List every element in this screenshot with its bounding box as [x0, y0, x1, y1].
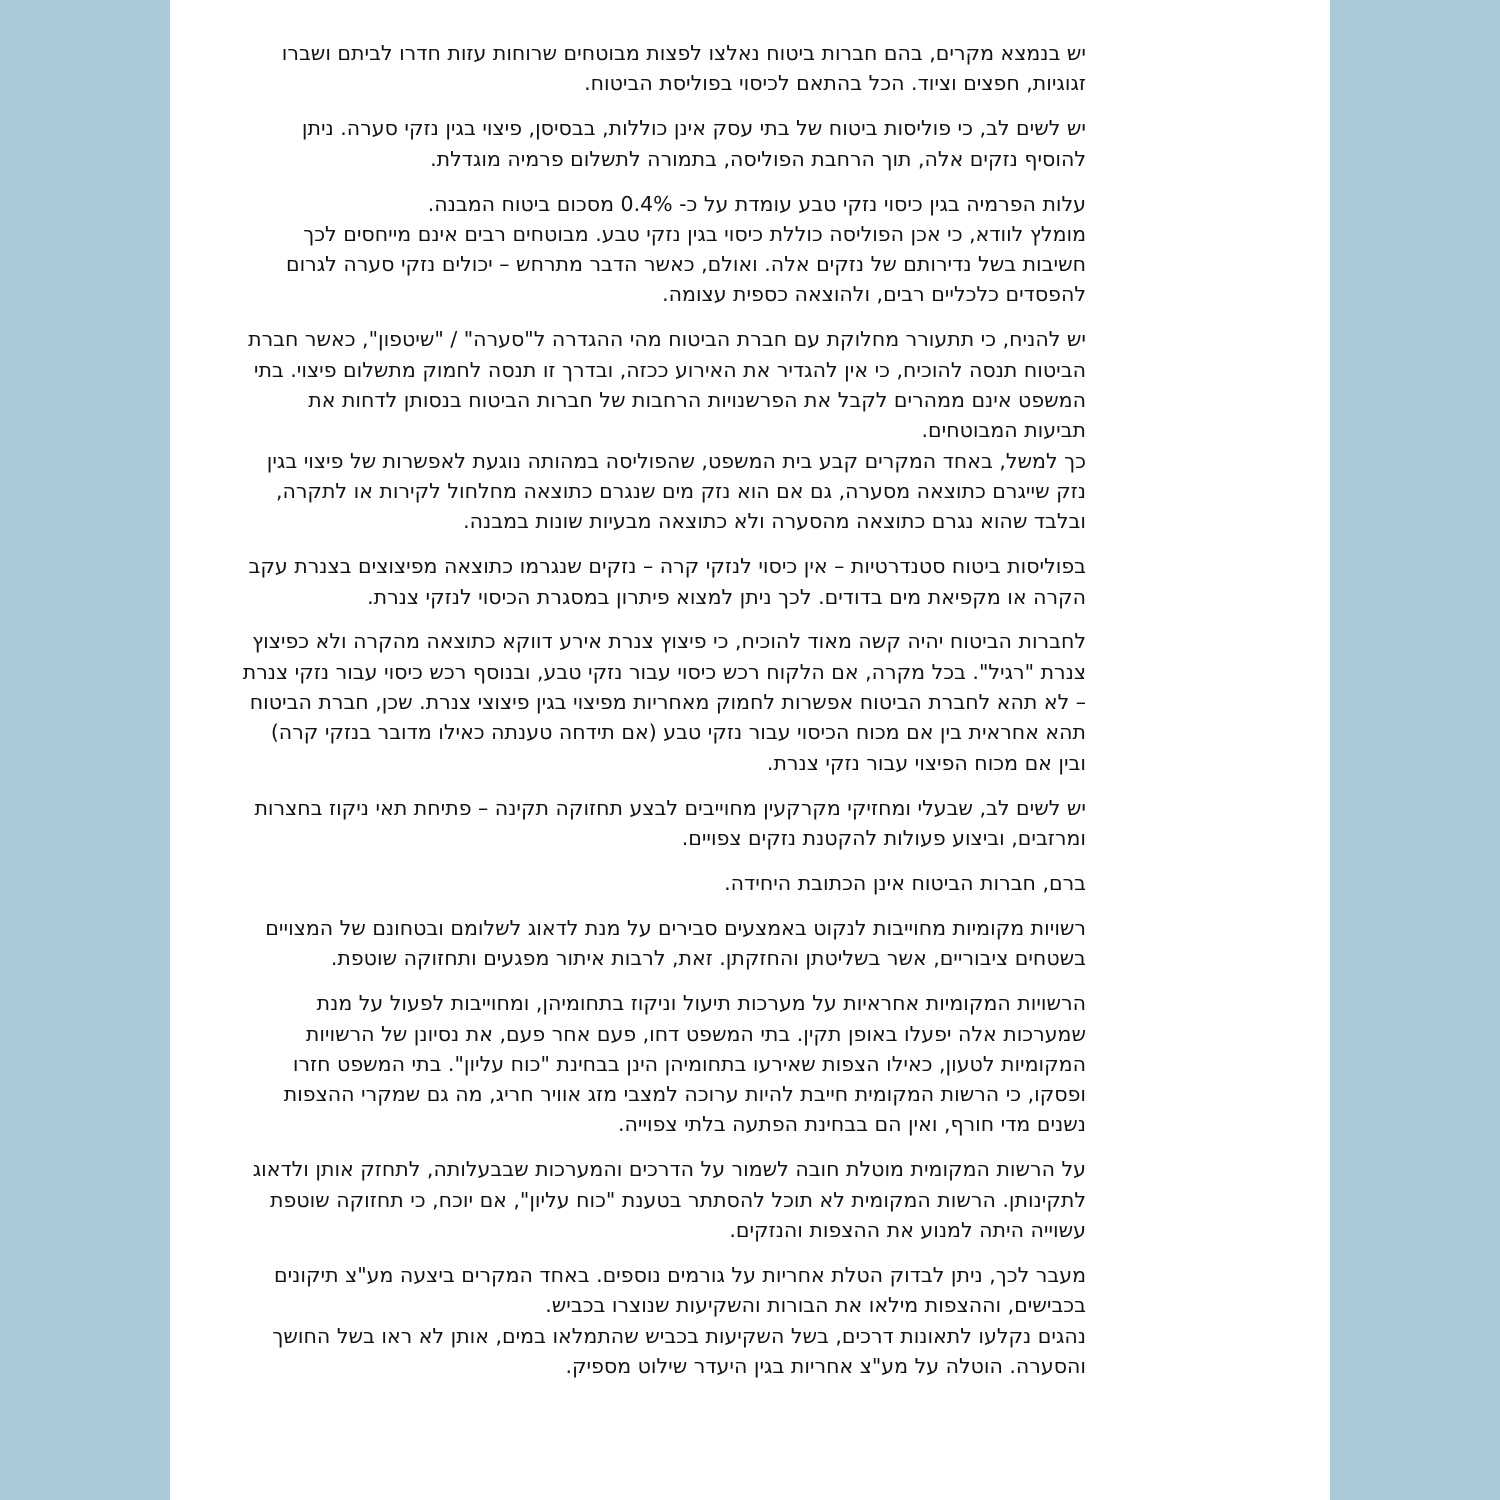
- text-line: צנרת "רגיל". בכל מקרה, אם הלקוח רכש כיסוי עבור נזקי טבע, ובנוסף רכש כיסוי עבור נזקי צנרת: [242, 659, 1086, 684]
- paragraph: [290, 868, 1086, 898]
- paragraph: [283, 988, 1086, 1139]
- text-line: זגוגיות, חפצים וציוד. הכל בהתאם לכיסוי בפוליסת הביטוח.: [584, 71, 1086, 96]
- text-line: עלות הפרמיה בגין כיסוי נזקי טבע עומדת על כ- 0.4% מסכום ביטוח המבנה.: [427, 191, 1086, 216]
- text-line: בשטחים ציבוריים, אשר בשליטתן והחזקתן. זאת, לרבות איתור מפגעים ותחזוקה שוטפת.: [330, 946, 1086, 971]
- text-line: כך למשל, באחד המקרים קבע בית המשפט, שהפוליסה במהותה נוגעת לאפשרות של פיצוי בגין: [266, 448, 1086, 473]
- text-line: ופסקו, כי הרשות המקומית חייבת להיות ערוכה למצבי מזג אוויר חריג, מה גם שמקרי ההצפות: [283, 1082, 1086, 1107]
- paragraph: [254, 793, 1086, 854]
- paragraph: [242, 626, 1086, 777]
- document-body: [242, 38, 1086, 1381]
- paragraph: [265, 913, 1086, 974]
- text-line: להפסדים כלכליים רבים, ולהוצאה כספית עצומה.: [662, 282, 1086, 307]
- paragraph: [290, 113, 1086, 174]
- text-line: המקומיות לטעון, כאילו הצפות שאירעו בתחומיהן הינן בבחינת "כוח עליון". בתי המשפט חזרו: [292, 1051, 1086, 1076]
- text-line: על הרשות המקומית מוטלת חובה לשמור על הדרכים והמערכות שבבעלותה, לתחזק אותן ולדאוג: [252, 1157, 1086, 1182]
- paragraph: [285, 189, 1086, 310]
- text-line: ובין אם מכוח הפיצוי עבור נזקי צנרת.: [766, 750, 1086, 775]
- text-line: בפוליסות ביטוח סטנדרטיות – אין כיסוי לנזקי קרה – נזקים שנגרמו כתוצאה מפיצוצים בצנרת עקב: [248, 554, 1086, 579]
- text-line: והסערה. הוטלה על מע"צ אחריות בגין היעדר שילוט מספיק.: [565, 1353, 1086, 1378]
- text-line: מעבר לכך, ניתן לבדוק הטלת אחריות על גורמים נוספים. באחד המקרים ביצעה מע"צ תיקונים: [273, 1262, 1086, 1287]
- paragraph: [272, 1260, 1086, 1381]
- paragraph: [248, 551, 1086, 612]
- text-line: שמערכות אלה יפעלו באופן תקין. בתי המשפט דחו, פעם אחר פעם, את נסיונן של הרשויות: [305, 1021, 1086, 1046]
- text-line: נזק שייגרם כתוצאה מסערה, גם אם הוא נזק מים שנגרם כתוצאה מחלחול לקירות או לתקרה,: [275, 478, 1086, 503]
- paragraph: [248, 324, 1086, 536]
- text-line: המשפט אינם ממהרים לקבל את הפרשנויות הרחבות של חברות הביטוח בנסותן לדחות את: [308, 388, 1086, 413]
- text-line: הביטוח תנסה להוכיח, כי אין להגדיר את האירוע ככזה, ובדרך זו תנסה לחמוק מתשלום פיצוי. בתי: [253, 357, 1086, 382]
- text-line: ומרזבים, וביצוע פעולות להקטנת נזקים צפויים.: [681, 825, 1086, 850]
- scanned-page: [170, 0, 1330, 1500]
- text-line: יש להניח, כי תתעורר מחלוקת עם חברת הביטוח מהי ההגדרה ל"סערה" / "שיטפון", כאשר חברת: [248, 327, 1086, 352]
- text-line: חשיבות בשל נדירותם של נזקים אלה. ואולם, כאשר הדבר מתרחש – יכולים נזקי סערה לגרום: [285, 252, 1086, 277]
- text-line: עשוייה היתה למנוע את ההצפות והנזקים.: [729, 1217, 1086, 1242]
- text-line: תהא אחראית בין אם מכוח הכיסוי עבור נזקי טבע (אם תידחה טענתה כאילו מדובר בנזקי קרה): [270, 720, 1086, 745]
- paragraph: [252, 1154, 1086, 1245]
- text-line: ברם, חברות הביטוח אינן הכתובת היחידה.: [724, 870, 1086, 895]
- text-line: הרשויות המקומיות אחראיות על מערכות תיעול וניקוז בתחומיהן, ומחוייבות לפעול על מנת: [316, 991, 1086, 1016]
- text-line: לחברות הביטוח יהיה קשה מאוד להוכיח, כי פיצוץ צנרת אירע דווקא כתוצאה מהקרה ולא כפיצוץ: [252, 629, 1086, 654]
- text-line: יש לשים לב, כי פוליסות ביטוח של בתי עסק אינן כוללות, בבסיסן, פיצוי בגין נזקי סערה. ניתן: [301, 116, 1086, 141]
- text-line: ובלבד שהוא נגרם כתוצאה מהסערה ולא כתוצאה מבעיות שונות במבנה.: [463, 509, 1086, 534]
- text-line: נהגים נקלעו לתאונות דרכים, בשל השקיעות בכביש שהתמלאו במים, אותן לא ראו בשל החושך: [272, 1323, 1086, 1348]
- paragraph: [281, 38, 1086, 99]
- text-line: מומלץ לוודא, כי אכן הפוליסה כוללת כיסוי בגין נזקי טבע. מבוטחים רבים אינם מייחסים לכך: [303, 221, 1086, 246]
- text-line: תביעות המבוטחים.: [921, 418, 1086, 443]
- text-line: בכבישים, וההצפות מילאו את הבורות והשקיעות שנוצרו בכביש.: [545, 1293, 1086, 1318]
- text-line: לתקינותן. הרשות המקומית לא תוכל להסתתר בטענת "כוח עליון", אם יוכח, כי תחזוקה שוטפת: [270, 1187, 1086, 1212]
- text-line: – לא תהא לחברת הביטוח אפשרות לחמוק מאחריות מפיצוי בגין פיצוצי צנרת. שכן, חברת הביטוח: [249, 690, 1086, 715]
- text-line: יש לשים לב, שבעלי ומחזיקי מקרקעין מחוייבים לבצע תחזוקה תקינה – פתיחת תאי ניקוז בחצרות: [254, 795, 1086, 820]
- text-line: רשויות מקומיות מחוייבות לנקוט באמצעים סבירים על מנת לדאוג לשלומם ובטחונם של המצויים: [265, 915, 1086, 940]
- text-line: יש בנמצא מקרים, בהם חברות ביטוח נאלצו לפצות מבוטחים שרוחות עזות חדרו לביתם ושברו: [281, 41, 1086, 65]
- text-line: נשנים מדי חורף, ואין הם בבחינת הפתעה בלתי צפוייה.: [617, 1112, 1086, 1137]
- text-line: להוסיף נזקים אלה, תוך הרחבת הפוליסה, בתמורה לתשלום פרמיה מוגדלת.: [430, 146, 1086, 171]
- text-line: הקרה או מקפיאת מים בדודים. לכך ניתן למצוא פיתרון במסגרת הכיסוי לנזקי צנרת.: [367, 584, 1086, 609]
